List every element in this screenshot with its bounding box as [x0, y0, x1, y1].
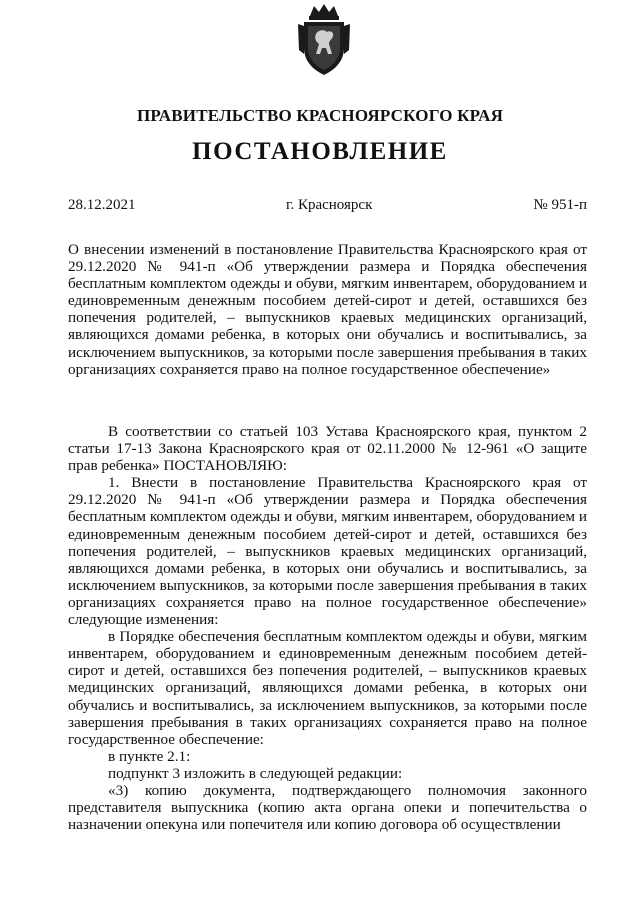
document-date: 28.12.2021 [68, 197, 136, 213]
government-name: ПРАВИТЕЛЬСТВО КРАСНОЯРСКОГО КРАЯ [136, 106, 504, 125]
body-paragraph: В соответствии со статьей 103 Устава Красноярского края, пунктом 2 статьи 17-13 Закона Красноярского края от 02.11.2000 № 12-961 «О защите прав ребенка» ПОСТАНОВЛЯЮ: [68, 423, 587, 475]
body-paragraph: в Порядке обеспечения бесплатным комплектом одежды и обуви, мягким инвентарем, оборудованием и единовременным денежным пособием детей-сирот и детей, оставшихся без попечения родителей, – выпускников краевых медицинских организаций, являющихся домами ребенка, в которых они обучались и воспитывались, за исключением выпускников, за которыми после завершения пребывания в таких организациях сохраняется право на полное государственное обеспечение: [68, 628, 587, 748]
document-meta-row [68, 197, 587, 217]
document-city: г. Красноярск [286, 197, 373, 213]
document-body [68, 423, 587, 833]
document-type: ПОСТАНОВЛЕНИЕ [192, 138, 448, 165]
body-paragraph: 1. Внести в постановление Правительства Красноярского края от 29.12.2020 № 941-п «Об утверждении размера и Порядка обеспечения бесплатным комплектом одежды и обуви, мягким инвентарем, оборудованием и единовременным денежным пособием детей-сирот и детей, оставшихся без попечения родителей, – выпускников краевых медицинских организаций, являющихся домами ребенка, в которых они обучались и воспитывались, за исключением выпускников, за которыми после завершения пребывания в таких организациях сохраняется право на полное государственное обеспечение» следующие изменения: [68, 474, 587, 629]
document-number: № 951-п [533, 197, 587, 213]
document-subject: О внесении изменений в постановление Правительства Красноярского края от 29.12.2020 № 941-п «Об утверждении размера и Порядка обеспечения бесплатным комплектом одежды и обуви, мягким инвентарем, оборудованием и единовременным денежным пособием детей-сирот и детей, оставшихся без попечения родителей, – выпускников краевых медицинских организаций, являющихся домами ребенка, в которых они обучались и воспитывались, за исключением выпускников, за которыми после завершения пребывания в таких организациях сохраняется право на полное государственное обеспечение» [68, 241, 587, 378]
body-paragraph: в пункте 2.1: [108, 747, 191, 765]
body-paragraph: подпункт 3 изложить в следующей редакции: [108, 764, 403, 782]
coat-of-arms-icon [296, 4, 352, 76]
body-paragraph: «3) копию документа, подтверждающего полномочия законного представителя выпускника (копию акта органа опеки и попечительства о назначении опекуна или попечителя или копию договора об осуществлении [68, 781, 587, 834]
